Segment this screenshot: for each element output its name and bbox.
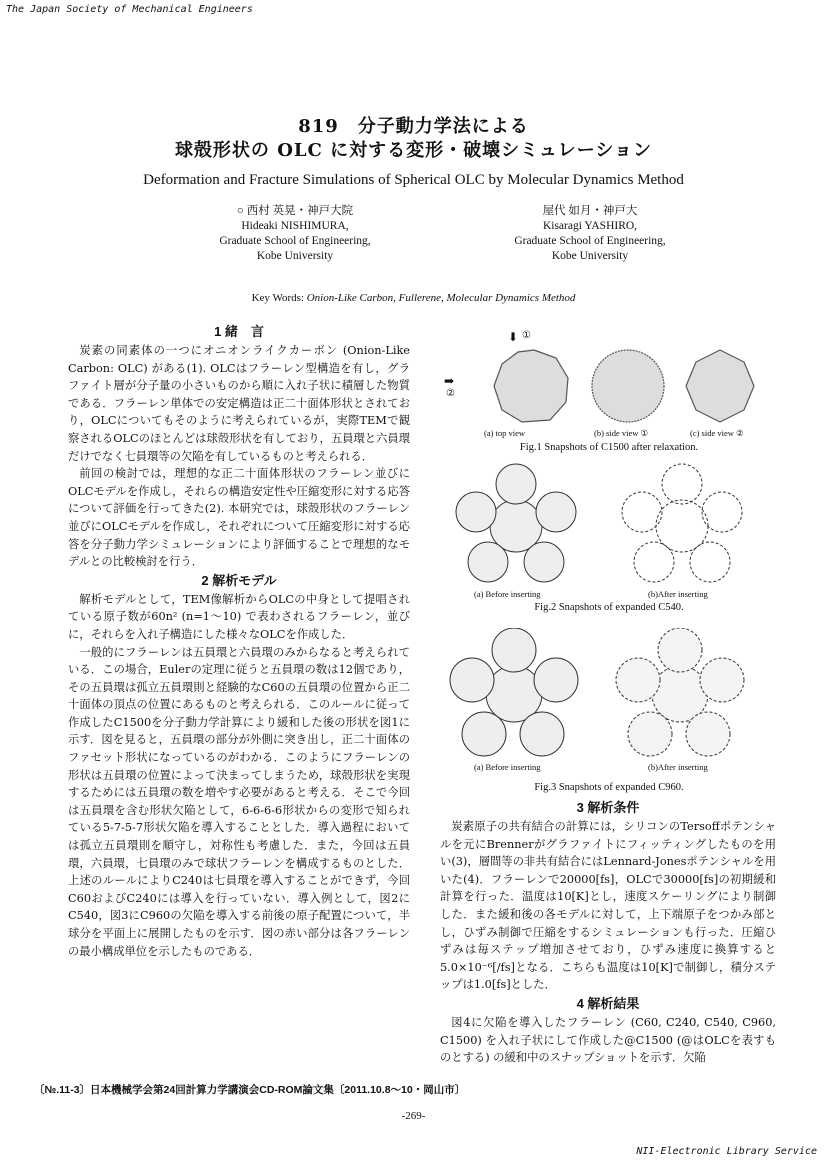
para-results: 図4に欠陥を導入したフラーレン (C60, C240, C540, C960, C1500) を入れ子状にして作成した@C1500 (@はOLCを表すものとする) の緩和中のスナップショットを示す．欠陥 xyxy=(440,1015,776,1065)
fig3-sub-a: (a) Before inserting xyxy=(474,762,541,772)
author-2-univ: Kobe University xyxy=(551,250,629,262)
figure-3-images xyxy=(444,628,774,760)
library-footer: NII-Electronic Library Service xyxy=(636,1146,817,1157)
fig2-sub-a: (a) Before inserting xyxy=(474,589,541,599)
proceedings-note: 〔№.11-3〕日本機械学会第24回計算力学講演会CD-ROM論文集〔2011.10.8〜10・岡山市〕 xyxy=(34,1084,466,1096)
keywords xyxy=(0,292,827,304)
section-3-heading: 3 解析条件 xyxy=(576,800,640,815)
keywords-list: Onion-Like Carbon, Fullerene, Molecular Dynamics Method xyxy=(306,292,576,304)
fig1-marker-1: ① xyxy=(522,330,531,341)
fig3-after-flower xyxy=(616,628,744,756)
fig2-sub-b: (b)After inserting xyxy=(648,589,708,599)
author-2-affil: Graduate School of Engineering, xyxy=(514,235,666,247)
fig1-sub-c: (c) side view ② xyxy=(690,428,744,438)
fig3-caption: Fig.3 Snapshots of expanded C960. xyxy=(534,782,684,793)
author-1-univ: Kobe University xyxy=(256,250,334,262)
fig1-marker-2: ② xyxy=(446,388,455,399)
right-column xyxy=(440,798,776,1067)
author-1-en: Hideaki NISHIMURA, xyxy=(241,220,349,232)
author-2-jp: 屋代 如月・神戸大 xyxy=(542,205,638,217)
fig1-arrow-right-icon: ➡ xyxy=(444,374,455,388)
title-jp-line2: 球殻形状の OLC に対する変形・破壊シミュレーション xyxy=(174,140,653,161)
author-2 xyxy=(425,204,755,264)
author-1-affil: Graduate School of Engineering, xyxy=(219,235,371,247)
para-intro-1: 炭素の同素体の一つにオニオンライクカーボン (Onion-Like Carbon: OLC) がある(1). OLCはフラーレン型構造を有し，グラファイト層が分子量の小さいものから順に入れ子状に積層した物質である．フラーレン単体での安定構造は正二十面体形状とされており，OLCについてもそのように考えられているが，実際TEMで観察されるOLCのほとんどは球殻形状を有しており，五員環と六員環だけでなく七員環等の欠陥を有しているものと考えられる． xyxy=(68,344,410,463)
journal-header: The Japan Society of Mechanical Engineers xyxy=(6,4,253,15)
author-2-en: Kisaragi YASHIRO, xyxy=(542,220,638,232)
author-1 xyxy=(130,204,460,264)
title-en: Deformation and Fracture Simulations of Spherical OLC by Molecular Dynamics Method xyxy=(143,172,684,188)
page-number: -269- xyxy=(401,1110,426,1122)
fig2-after-flower xyxy=(622,464,742,582)
figure-1 xyxy=(444,330,774,460)
section-1-heading: 1 緒 言 xyxy=(214,324,264,339)
title-jp-line1: 819 分子動力学法による xyxy=(298,116,529,137)
fig1-sub-a: (a) top view xyxy=(484,428,526,438)
fig1-caption: Fig.1 Snapshots of C1500 after relaxation. xyxy=(519,442,699,453)
para-model-2: 一般的にフラーレンは五員環と六員環のみからなると考えられている．この場合，Eulerの定理に従うと五員環の数は12個であり，その五員環は孤立五員環則と経験的なC60の五員環の位置から正二十面体の頂点の位置にあるものと考えられる．このルールに従って作成したC1500を分子動力学計算により緩和した後の形状を図1に示す．図を見ると，五員環の部分が外側に突き出し，正二十面体のファセット形状になっているのがわかる．このようにフラーレンの形状は五員環の位置によって決まってしまうため，球殻形状を実現するためには五員環の数を増やす必要があると考える．そこで今回は五員環を含む形状欠陥として，6-6-6-6形状からの変形で知られている5-7-5-7形状欠陥を導入することとした．導入過程においては孤立五員環則を順守し，対称性も考慮した．また，今回は五員環，六員環，七員環のみで球状フラーレンを構成するものとした．上述のルールによりC240は七員環を導入することができず，今回C60およびC240には導入を行っていない．導入例として，図2にC540，図3にC960の欠陥を導入する前後の原子配置について，半球分を平面上に展開したものを示す．図の赤い部分は各フラーレンの最小構成単位を示したものである． xyxy=(68,645,410,958)
fig3-before-flower xyxy=(450,628,578,756)
para-conditions: 炭素原子の共有結合の計算には，シリコンのTersoffポテンシャルを元にBrennerがグラファイトにフィッティングしたものを用い(3)，層間等の非共有結合にはLennard-Jonesポテンシャルを用いた(4)．フラーレンで20000[fs]，OLCで30000[fs]の初期緩和計算を行った．温度は10[K]とし，速度スケーリングにより制御した．また緩和後の各モデルに対して，上下端原子をつかみ部とし，ひずみ制御で圧縮をするシミュレーションも行った．圧縮ひずみは毎ステップ増加させており，ひずみ速度に換算すると5.0×10⁻⁶[/fs]となる．こちらも温度は10[K]で制御し，積分ステップは1.0[fs]とした． xyxy=(440,820,776,992)
para-model-1: 解析モデルとして，TEM像解析からOLCの中身として提唱されている原子数が60n² (n=1〜10) で表わされるフラーレン，並びに，それらを入れ子構造にした様々なOLCを作成した． xyxy=(68,592,410,641)
fig1-top-view-shape xyxy=(494,350,568,422)
fig1-side-view-1-shape xyxy=(592,350,664,422)
fig1-arrow-down-icon: ⬇ xyxy=(508,330,519,344)
keywords-label: Key Words: xyxy=(251,292,307,304)
fig2-before-flower xyxy=(456,464,576,582)
fig2-caption: Fig.2 Snapshots of expanded C540. xyxy=(534,602,684,613)
fig1-sub-b: (b) side view ① xyxy=(594,428,649,438)
section-4-heading: 4 解析結果 xyxy=(576,995,640,1011)
author-1-jp: ○ 西村 英晃・神戸大院 xyxy=(236,205,354,217)
figure-2-images xyxy=(444,462,774,588)
section-2-heading: 2 解析モデル xyxy=(201,572,277,588)
fig1-snapshots xyxy=(462,346,762,426)
fig1-side-view-2-shape xyxy=(686,350,754,422)
para-intro-2: 前回の検討では，理想的な正二十面体形状のフラーレン並びにOLCモデルを作成し，それらの構造安定性や圧縮変形に対する応答について評価を行ってきた(2). 本研究では，球殻形状のフラーレン並びにOLCモデルを作成し，それぞれについて圧縮変形に対する応答を分子動力学シミュレーションにより評価することで理想的なモデルとの比較検討を行う． xyxy=(68,467,410,569)
left-column xyxy=(68,322,410,960)
fig3-sub-b: (b)After inserting xyxy=(648,762,708,772)
